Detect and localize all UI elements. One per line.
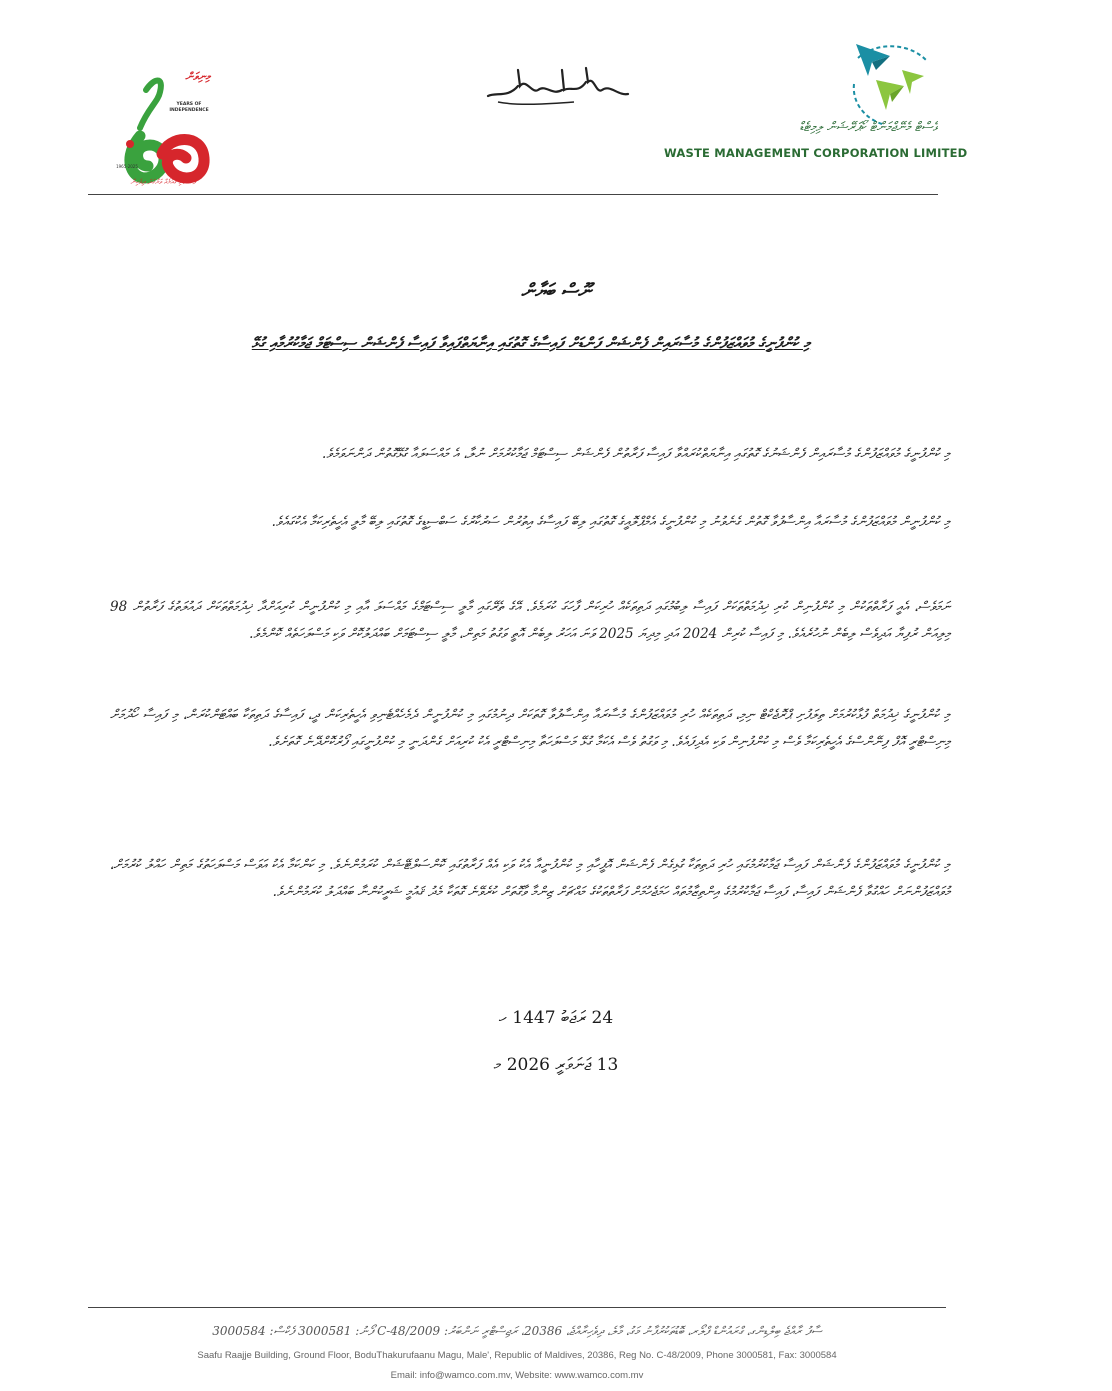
body-paragraph: މި ކުންފުނީން މުވައްޒަފުންގެ މުސާރައާ އިންސާފުވާ ގޮތުން ގެނެވުނު މި ކުންފުނީގެ އެމްޕްލޮއީގެ ގޮތުގައި ލިބޭ ފައިސާގެ އިތުރުން ސަރުކާރުގެ ސަބްސިޑީގެ ގޮތުގައި ލިބޭ މާލީ އެހީތެރިކަމާ އެކުގައެވެ.: [271, 514, 950, 530]
body-paragraph: މި ކުންފުނީގެ މުވައްޒަފުންގެ ފެންޝަން ފައިސާ ޖަމާކުރުމުގައި ހުރި ދަތިތަކާ ގުޅިގެން ފެންޝަން އޮފީހާއި މި ކުންފުނީއާ އެކު ވަކި އެއް ފަރާތުގައި ކޮންސަލްޓޭޝަން ކުރަމުންނެވެ. މި ކަންކަމާ އެކު އަވަސް މަސްލަހަތުގެ މަތިން ހައްލު ކުރުމަށް، މުވައްޒަފުންނަށް ހައްގުވާ ފެންޝަން ފައިސާ، ފައިސާ ޖަމާކުރުމުގެ އިންތިޒާމުތައް ހަމަޖެހުމަށް ފަރާތްތަކުގެ މައްޗަށް ޒިންމާ ވާގޮތަށް ކުރެވޭނެ ގޮތަކާ މެދު ޤައުމީ ޝަރީކުންނާ ބައްދަލު ކުރަމުންނެވެ.: [110, 857, 950, 900]
date-hijri: 24 ރަޖަބު 1447 ހ: [498, 1008, 614, 1028]
body-paragraph: މި ކުންފުނީގެ ޚިދުމަތް ފުޅާކުރުމަށް ތިލަފުށި ޕްރޮޖެކްޓް ނިމި، ދަތިތަކެއް ހުރި މުވައްޒަފުންގެ މުސާރައާ އިންސާފުވާ ގޮތަކަށް ދިނުމުގައި މި ކުންފުނީން ދެމެހެއްޓެނިވި އެހީތެރިކަން ދީ، ފައިސާގެ ދަތިތަކާ ބައްޓަންކުރަން، މި ފައިސާ ހޯދުމަށް މިނިސްޓްރީ އޮފް ފިނޭންސްގެ އެހީތެރިކަމާ ވެސް މި ކުންފުނިން ވަކި އެދިފައެވެ. މި ވަގުތު ވެސް އެކަމާ ގުޅޭ މަސްލަހަތާ މިނިސްޓްރީ އެކު ކުރިއަށް ގެންދަނީ މި ކުންފުނީގައި ފޯރުކޮށްދޭނެ ގޮތަށެވެ.: [110, 707, 950, 750]
independence-60-emblem-icon: [110, 66, 216, 190]
wamco-logo-icon: [846, 40, 936, 130]
company-name: WASTE MANAGEMENT CORPORATION LIMITED: [664, 146, 968, 160]
independence-60-logo: [110, 66, 216, 190]
footer-address-dhivehi: ސާފު ރާއްޖެ ބިލްޑިންގ، ގްރައުންޑް ފްލޯރ، ބޮޑުތަކުރުފާނު މަގު، މާލެ، ދިވެހިރާއްޖެ، 20386، ރަޖިސްޓްރީ ނަންބަރު: C-48/2009 ފޯނު: 3000581 ފެކްސް: 3000584: [212, 1324, 822, 1338]
body-paragraph: މި ކުންފުނީގެ މުވައްޒަފުންގެ މުސާރައިން ފެންޝަނުގެ ގޮތުގައި އިނާޔަތްކުރައްވާ ފައިސާ ފަރާތުން ފެންޝަން ސިސްޓަމް ޖަމާކުރުމަށް ނުލާ، އެ މައްސަލައާ ގުޅޭގޮތުން ދަންނަވަމެވެ.: [322, 446, 950, 462]
footer-contact: Email: info@wamco.com.mv, Website: www.wamco.com.mv: [390, 1370, 644, 1381]
company-name-dhivehi: ވޭސްޓް މެނޭޖްމަންޓް ކޯޕަރޭޝަން ލިމިޓެޑް: [799, 120, 938, 135]
footer-divider: [88, 1307, 946, 1308]
announcement-type: ނޫސް ބަޔާން: [521, 280, 591, 302]
independence-subtitle: YEARS OF INDEPENDENCE: [169, 102, 209, 113]
bismillah-calligraphy: [478, 64, 638, 110]
body-paragraph: ނަމަވެސް، އެއީ ފަރާތްތަކުން މި ކުންފުނިން ކުރި ޚިދުމަތްތަކަށް ފައިސާ ލިބުމުގައި ދަތިތަކެއް ހުރިކަން ފާހަގަ ކުރަމެވެ. އޭގެ ތެރޭގައި މާލީ ސިސްޓަމްގެ މައްސަލަ އާއި މި ކުންފުނީން ކުރިއަށްދާ ޚިދުމަތްތަކަށް ދައުލަތުގެ ފަރާތުން 98 މިލިއަން ރުފިޔާ އަދިވެސް ލިބެން ނުހުރެއެވެ. މި ފައިސާ ކުރިން 2024 އަދި މިދިޔަ 2025 ވަނަ އަހަރު ލިބެން އޮތީ ވަގުތު މަތިން، މާލީ ސިސްޓަމަށް ބައްދަލުކޮށް ވަކި މަސްލަހަތެއް ކޮންމެވެ.: [110, 599, 950, 642]
footer-address: Saafu Raajje Building, Ground Floor, BoduThakurufaanu Magu, Male', Republic of Maldives, 20386, Reg No. C-48/2009, Phone 3000581, Fax: 3000584: [197, 1350, 837, 1361]
bismillah-calligraphy-icon: [478, 64, 638, 110]
header-divider: [88, 194, 938, 195]
announcement-title: މި ކުންފުނީގެ މުވައްޒަފުންގެ މުސާރައިން ފެންޝަން ފަންޑަށް ފައިސާގެ ގޮތުގައި އިނާޔަތްފައިވާ ފައިސާ ފެންޝަން ސިސްޓަމް ޖަމާކުރުމާއި ގުޅޭ: [251, 334, 811, 352]
independence-caption: ފަޚުރުވެރި ޤައުމެއް ވަރުގަދަ ދިވެހިން: [130, 178, 196, 186]
independence-heading: މިނިވަން: [185, 70, 210, 83]
independence-years: 1965-2025: [116, 164, 138, 169]
date-gregorian: 13 ޖަނަވަރީ 2026 މ: [493, 1055, 619, 1075]
